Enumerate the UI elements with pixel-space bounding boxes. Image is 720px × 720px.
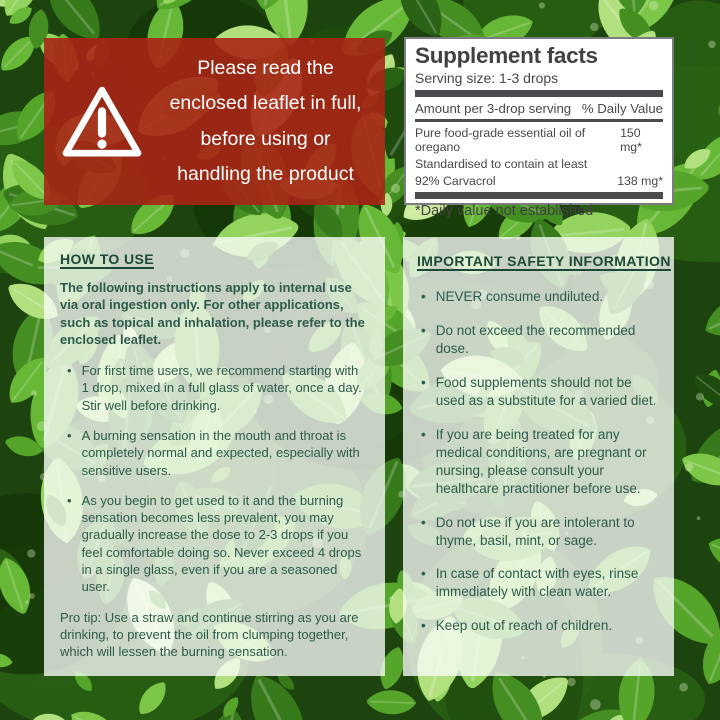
safety-bullet <box>421 322 660 358</box>
facts-row-label: Pure food-grade essential oil of oregano <box>415 125 586 154</box>
bullet-icon: • <box>67 427 72 443</box>
divider-bar-thin <box>415 119 663 122</box>
facts-row-value: 138 mg* <box>617 173 663 188</box>
safety-bullet <box>421 514 660 550</box>
facts-row-label: Standardised to contain at least <box>415 156 588 171</box>
how-to-use-list <box>60 362 369 595</box>
safety-bullet-text: Keep out of reach of children. <box>435 618 613 634</box>
divider-bar-thick <box>415 90 663 97</box>
amount-header: Amount per 3-drop serving <box>415 100 572 116</box>
how-to-use-bullet-text: As you begin to get used to it and the burning sensation becomes less prevalent, you may gradually increase the dose to 2-3 drops if you feel comfortable doing so. Never exceed 4 drops in a single glass, even if you are a seasoned user. <box>81 492 362 595</box>
warning-line: before using or <box>200 127 331 150</box>
bullet-icon: • <box>421 514 426 530</box>
facts-row <box>415 174 663 188</box>
supplement-facts-panel <box>404 37 674 219</box>
warning-icon-column <box>44 84 160 160</box>
bullet-icon: • <box>421 618 426 634</box>
serving-size: Serving size: 1-3 drops <box>415 69 559 86</box>
bullet-icon: • <box>67 492 72 508</box>
how-to-use-bullet <box>67 427 369 479</box>
bullet-icon: • <box>421 426 426 442</box>
daily-value-footnote: *Daily value not established <box>415 202 594 219</box>
how-to-use-bullet <box>67 362 369 414</box>
facts-row <box>415 157 663 171</box>
pro-tip: Pro tip: Use a straw and continue stirring as you are drinking, to prevent the oil from clumping together, which will lessen the burning sensation. <box>60 609 359 660</box>
warning-line: handling the product <box>177 162 354 185</box>
warning-line: enclosed leaflet in full, <box>169 92 362 115</box>
warning-panel <box>44 38 385 205</box>
daily-value-header: % Daily Value <box>581 100 663 116</box>
safety-bullet <box>421 617 660 635</box>
how-to-use-title: HOW TO USE <box>60 251 154 267</box>
divider-bar-thick <box>415 192 663 199</box>
bullet-icon: • <box>421 374 426 390</box>
safety-bullet-text: If you are being treated for any medical conditions, are pregnant or nursing, please consult your healthcare practitioner before use. <box>435 426 647 496</box>
safety-bullet-text: In case of contact with eyes, rinse immediately with clean water. <box>435 566 639 600</box>
safety-bullet-text: Food supplements should not be used as a substitute for a varied diet. <box>435 374 657 408</box>
how-to-use-bullet <box>67 492 369 596</box>
how-to-use-bullet-text: A burning sensation in the mouth and throat is completely normal and expected, especially with sensitive users. <box>81 427 360 478</box>
facts-row-value: 150 mg* <box>620 125 642 154</box>
safety-bullet <box>421 288 660 306</box>
safety-title: IMPORTANT SAFETY INFORMATION <box>417 253 671 269</box>
warning-line: Please read the <box>197 56 334 79</box>
warning-triangle-icon <box>61 84 143 160</box>
safety-bullet-text: Do not exceed the recommended dose. <box>435 322 636 356</box>
safety-bullet <box>421 426 660 498</box>
safety-bullet <box>421 565 660 601</box>
bullet-icon: • <box>421 289 426 304</box>
bullet-icon: • <box>67 363 72 379</box>
bullet-icon: • <box>421 566 426 582</box>
bullet-icon: • <box>421 322 426 338</box>
safety-bullet-text: NEVER consume undiluted. <box>435 289 604 304</box>
supplement-facts-title: Supplement facts <box>415 43 598 68</box>
safety-bullet <box>421 374 660 410</box>
warning-message <box>160 51 385 193</box>
facts-row <box>415 126 663 154</box>
facts-header-row <box>415 101 663 116</box>
how-to-use-panel <box>44 237 385 676</box>
facts-row-label: 92% Carvacrol <box>415 173 496 188</box>
how-to-use-bullet-text: For first time users, we recommend starting with 1 drop, mixed in a full glass of water, once a day. Stir well before drinking. <box>81 363 362 413</box>
safety-list <box>417 288 660 635</box>
safety-bullet-text: Do not use if you are intolerant to thyme, basil, mint, or sage. <box>435 514 635 548</box>
safety-information-panel <box>403 237 674 676</box>
how-to-use-intro: The following instructions apply to internal use via oral ingestion only. For other applications, such as topical and inhalation, please refer to the enclosed leaflet. <box>60 280 365 347</box>
